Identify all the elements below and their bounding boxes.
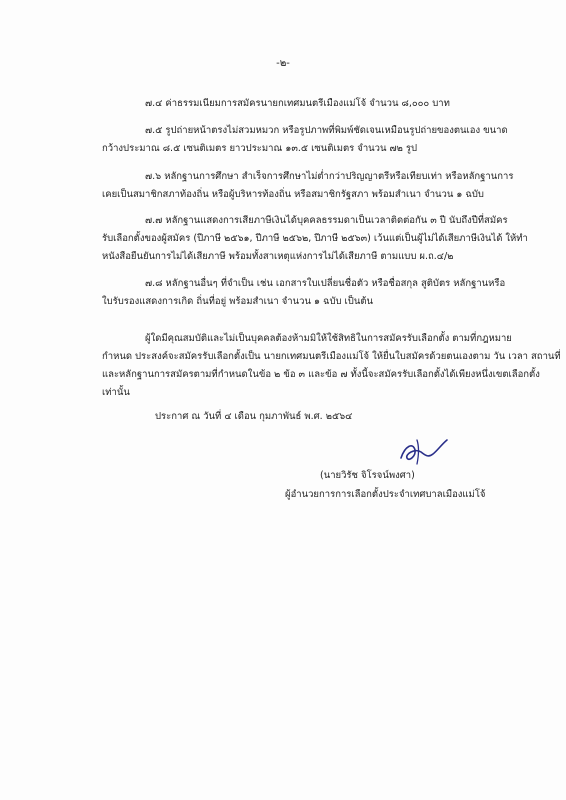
item-7-8-line-2: ใบรับรองแสดงการเกิด ถิ่นที่อยู่ พร้อมสำเนา จำนวน ๑ ฉบับ เป็นต้น bbox=[102, 296, 373, 307]
item-7-4-line-1: ๗.๔ ค่าธรรมเนียมการสมัครนายกเทศมนตรีเมืองแม่โจ้ จำนวน ๘,๐๐๐ บาท bbox=[145, 98, 450, 109]
item-7-7-line-1: ๗.๗ หลักฐานแสดงการเสียภาษีเงินได้บุคคลธรรมดาเป็นเวลาติดต่อกัน ๓ ปี นับถึงปีที่สมัคร bbox=[145, 215, 508, 226]
signer-title: ผู้อำนวยการการเลือกตั้งประจำเทศบาลเมืองแม่โจ้ bbox=[285, 489, 486, 500]
item-7-6-line-2: เคยเป็นสมาชิกสภาท้องถิ่น หรือผู้บริหารท้องถิ่น หรือสมาชิกรัฐสภา พร้อมสำเนา จำนวน ๑ ฉบับ bbox=[102, 189, 484, 200]
closing-paragraph-line-2: กำหนด ประสงค์จะสมัครรับเลือกตั้งเป็น นายกเทศมนตรีเมืองแม่โจ้ ให้ยื่นใบสมัครด้วยตนเองตาม วัน เวลา สถานที่ bbox=[102, 351, 561, 362]
item-7-8-line-1: ๗.๘ หลักฐานอื่นๆ ที่จำเป็น เช่น เอกสารใบเปลี่ยนชื่อตัว หรือชื่อสกุล สูติบัตร หลักฐานหรือ bbox=[145, 278, 506, 289]
item-7-6-line-1: ๗.๖ หลักฐานการศึกษา สำเร็จการศึกษาไม่ต่ำกว่าปริญญาตรีหรือเทียบเท่า หรือหลักฐานการ bbox=[145, 171, 514, 182]
item-7-7-line-3: หนังสือยืนยันการไม่ได้เสียภาษี พร้อมทั้งสาเหตุแห่งการไม่ได้เสียภาษี ตามแบบ ผ.ถ.๔/๒ bbox=[102, 251, 454, 262]
closing-paragraph-line-4: เท่านั้น bbox=[102, 387, 130, 398]
closing-paragraph-line-3: และหลักฐานการสมัครตามที่กำหนดในข้อ ๒ ข้อ ๓ และข้อ ๗ ทั้งนี้จะสมัครรับเลือกตั้งได้เพียงหนึ่งเขตเลือกตั้ง bbox=[102, 369, 540, 380]
page-number: -๒- bbox=[276, 58, 290, 69]
item-7-7-line-2: รับเลือกตั้งของผู้สมัคร (ปีภาษี ๒๕๖๑, ปีภาษี ๒๕๖๒, ปีภาษี ๒๕๖๓) เว้นแต่เป็นผู้ไม่ได้เสียภาษีเงินได้ ให้ทำ bbox=[102, 233, 528, 244]
signer-name: (นายวิรัช จิโรจน์พงศา) bbox=[320, 470, 415, 481]
announcement-date: ประกาศ ณ วันที่ ๔ เดือน กุมภาพันธ์ พ.ศ. ๒๕๖๔ bbox=[155, 411, 353, 422]
item-7-5-line-1: ๗.๕ รูปถ่ายหน้าตรงไม่สวมหมวก หรือรูปภาพที่พิมพ์ชัดเจนเหมือนรูปถ่ายของตนเอง ขนาด bbox=[145, 125, 508, 136]
item-7-5-line-2: กว้างประมาณ ๘.๕ เซนติเมตร ยาวประมาณ ๑๓.๕ เซนติเมตร จำนวน ๗๒ รูป bbox=[102, 143, 418, 154]
signature-mark bbox=[395, 432, 455, 472]
closing-paragraph-line-1: ผู้ใดมีคุณสมบัติและไม่เป็นบุคคลต้องห้ามมิให้ใช้สิทธิในการสมัครรับเลือกตั้ง ตามที่กฎหมาย bbox=[145, 333, 512, 344]
